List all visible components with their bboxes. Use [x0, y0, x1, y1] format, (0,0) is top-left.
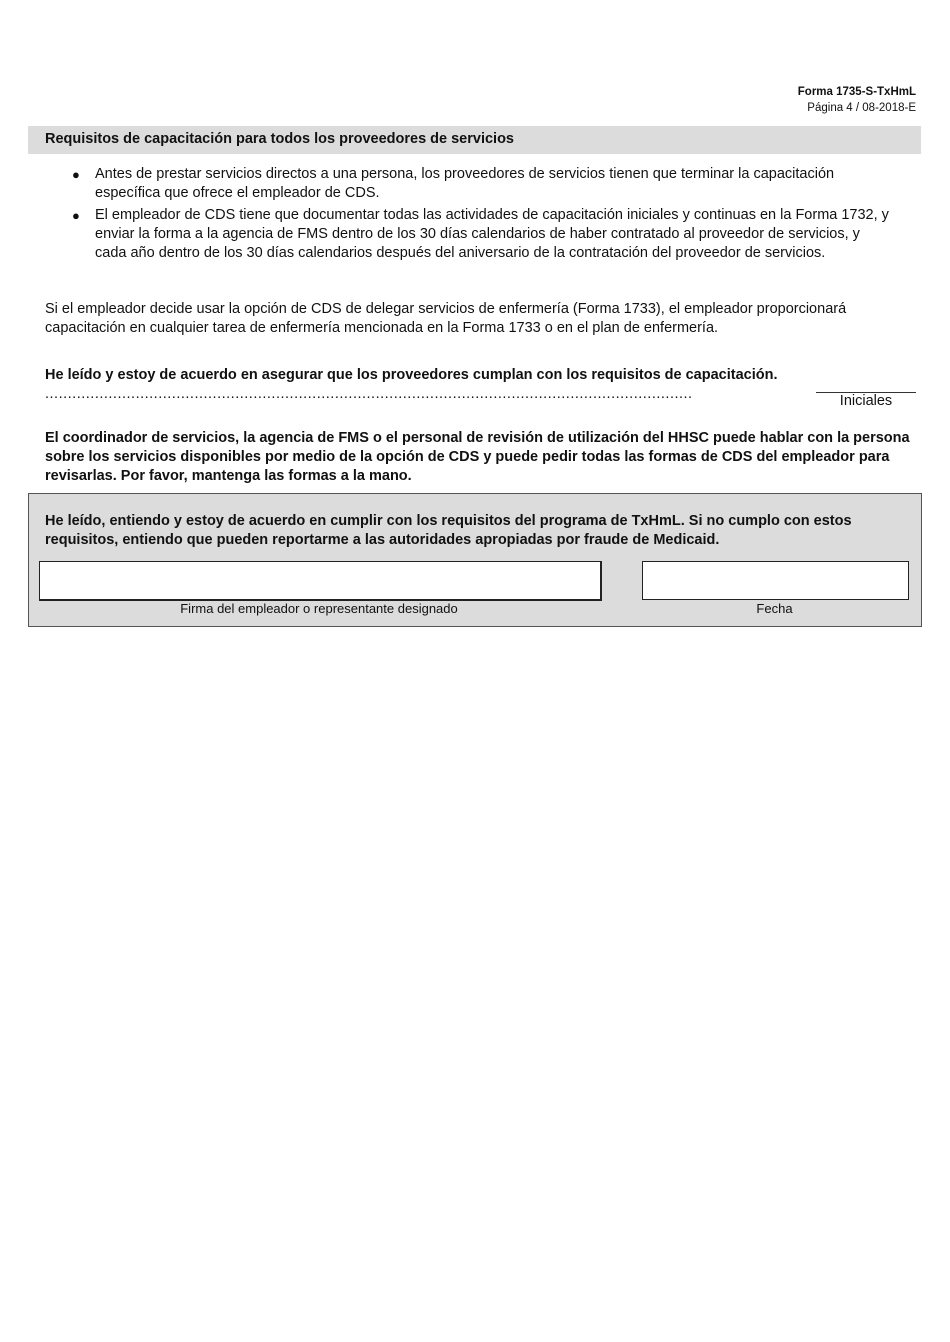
page-info: Página 4 / 08-2018-E [807, 102, 916, 114]
bullet-icon: ● [72, 167, 80, 182]
signature-field[interactable] [39, 561, 602, 601]
form-id: Forma 1735-S-TxHmL [797, 86, 916, 98]
section-title: Requisitos de capacitación para todos los proveedores de servicios [45, 131, 514, 147]
date-label: Fecha [756, 601, 793, 616]
training-acknowledgement [45, 366, 810, 404]
form-header [798, 84, 916, 116]
compliance-statement: He leído, entiendo y estoy de acuerdo en cumplir con los requisitos del programa de TxHmL. Si no cumplo con estos requisitos, entiendo que pueden reportarme a las autoridades apropiadas por fraude de Medicaid. [45, 513, 852, 548]
signature-label: Firma del empleador o representante designado [180, 601, 458, 616]
list-item-text: El empleador de CDS tiene que documentar todas las actividades de capacitación iniciales y continuas en la Forma 1732, y enviar la forma a la agencia de FMS dentro de los 30 días calendarios de haber contratado al proveedor de servicios, y cada año dentro de los 30 días calendarios después del aniversario de la contratación del proveedor de servicios. [95, 207, 889, 261]
date-field[interactable] [642, 561, 909, 600]
leader-dots: ............................................................................................................................................... [45, 386, 693, 402]
delegation-paragraph: Si el empleador decide usar la opción de CDS de delegar servicios de enfermería (Forma 1733), el empleador proporcionará capacitación en cualquier tarea de enfermería mencionada en la Forma 1733 o en el plan de enfermería. [45, 301, 847, 336]
list-item [68, 165, 893, 203]
training-requirements-list [68, 165, 893, 266]
bullet-icon: ● [72, 208, 80, 223]
signature-block [28, 493, 922, 627]
section-heading-bar [28, 126, 921, 154]
review-notice: El coordinador de servicios, la agencia de FMS o el personal de revisión de utilización del HHSC puede hablar con la persona sobre los servicios disponibles por medio de la opción de CDS y puede pedir todas las formas de CDS del empleador para revisarlas. Por favor, mantenga las formas a la mano. [45, 430, 910, 484]
initials-label: Iniciales [839, 393, 893, 409]
list-item-text: Antes de prestar servicios directos a una persona, los proveedores de servicios tienen que terminar la capacitación específica que ofrece el empleador de CDS. [95, 166, 835, 201]
list-item [68, 206, 893, 263]
acknowledgement-text: He leído y estoy de acuerdo en asegurar que los proveedores cumplan con los requisitos de capacitación. [45, 367, 778, 383]
